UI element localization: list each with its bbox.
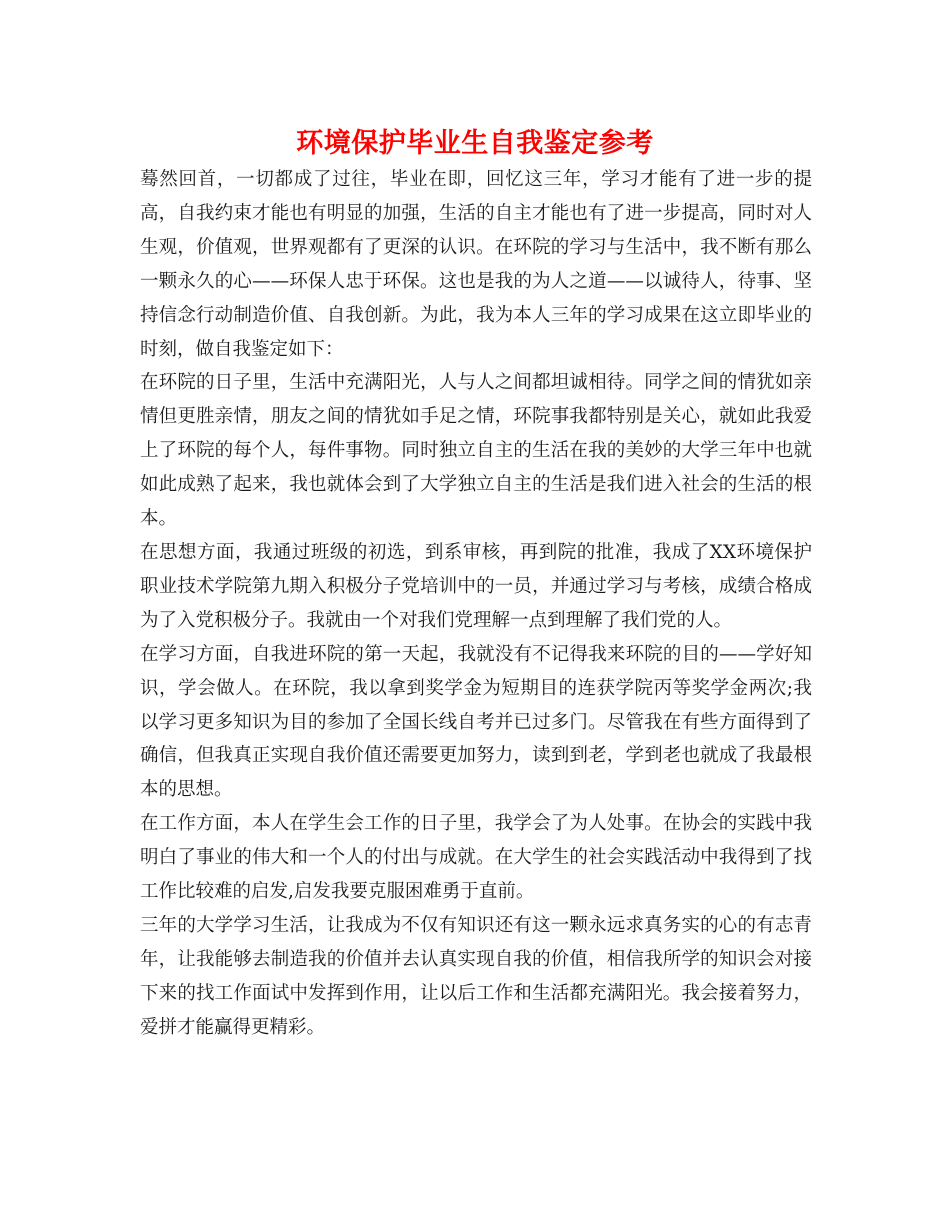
paragraph-study: 在学习方面，自我进环院的第一天起，我就没有不记得我来环院的目的——学好知识，学会做人。在环院，我以拿到奖学金为短期目的连获学院丙等奖学金两次;我以学习更多知识为目的参加了全国长线自考并已过多门。尽管我在有些方面得到了确信，但我真正实现自我价值还需要更加努力，读到到老，学到老也就成了我最根本的思想。 [140,643,812,801]
document-body [140,163,812,1045]
paragraph-work: 在工作方面，本人在学生会工作的日子里，我学会了为人处事。在协会的实践中我明白了事业的伟大和一个人的付出与成就。在大学生的社会实践活动中我得到了找工作比较难的启发,启发我要克服困难勇于直前。 [140,813,812,903]
document-title: 环境保护毕业生自我鉴定参考 [296,128,654,159]
paragraph-conclusion: 三年的大学学习生活，让我成为不仅有知识还有这一颗永远求真务实的心的有志青年，让我能够去制造我的价值并去认真实现自我的价值，相信我所学的知识会对接下来的找工作面试中发挥到作用，让以后工作和生活都充满阳光。我会接着努力，爱拼才能赢得更精彩。 [140,914,812,1038]
paragraph-thought: 在思想方面，我通过班级的初选，到系审核，再到院的批准，我成了XX环境保护职业技术学院第九期入积极分子党培训中的一员，并通过学习与考核，成绩合格成为了入党积极分子。我就由一个对我们党理解一点到理解了我们党的人。 [140,541,812,631]
paragraph-life: 在环院的日子里，生活中充满阳光，人与人之间都坦诚相待。同学之间的情犹如亲情但更胜亲情，朋友之间的情犹如手足之情，环院事我都特别是关心，就如此我爱上了环院的每个人，每件事物。同时独立自主的生活在我的美妙的大学三年中也就如此成熟了起来，我也就体会到了大学独立自主的生活是我们进入社会的生活的根本。 [140,372,812,530]
paragraph-intro: 蓦然回首，一切都成了过往，毕业在即，回忆这三年，学习才能有了进一步的提高，自我约束才能也有明显的加强，生活的自主才能也有了进一步提高，同时对人生观，价值观，世界观都有了更深的认识。在环院的学习与生活中，我不断有那么一颗永久的心——环保人忠于环保。这也是我的为人之道——以诚待人，待事、坚持信念行动制造价值、自我创新。为此，我为本人三年的学习成果在这立即毕业的时刻，做自我鉴定如下： [140,169,812,360]
